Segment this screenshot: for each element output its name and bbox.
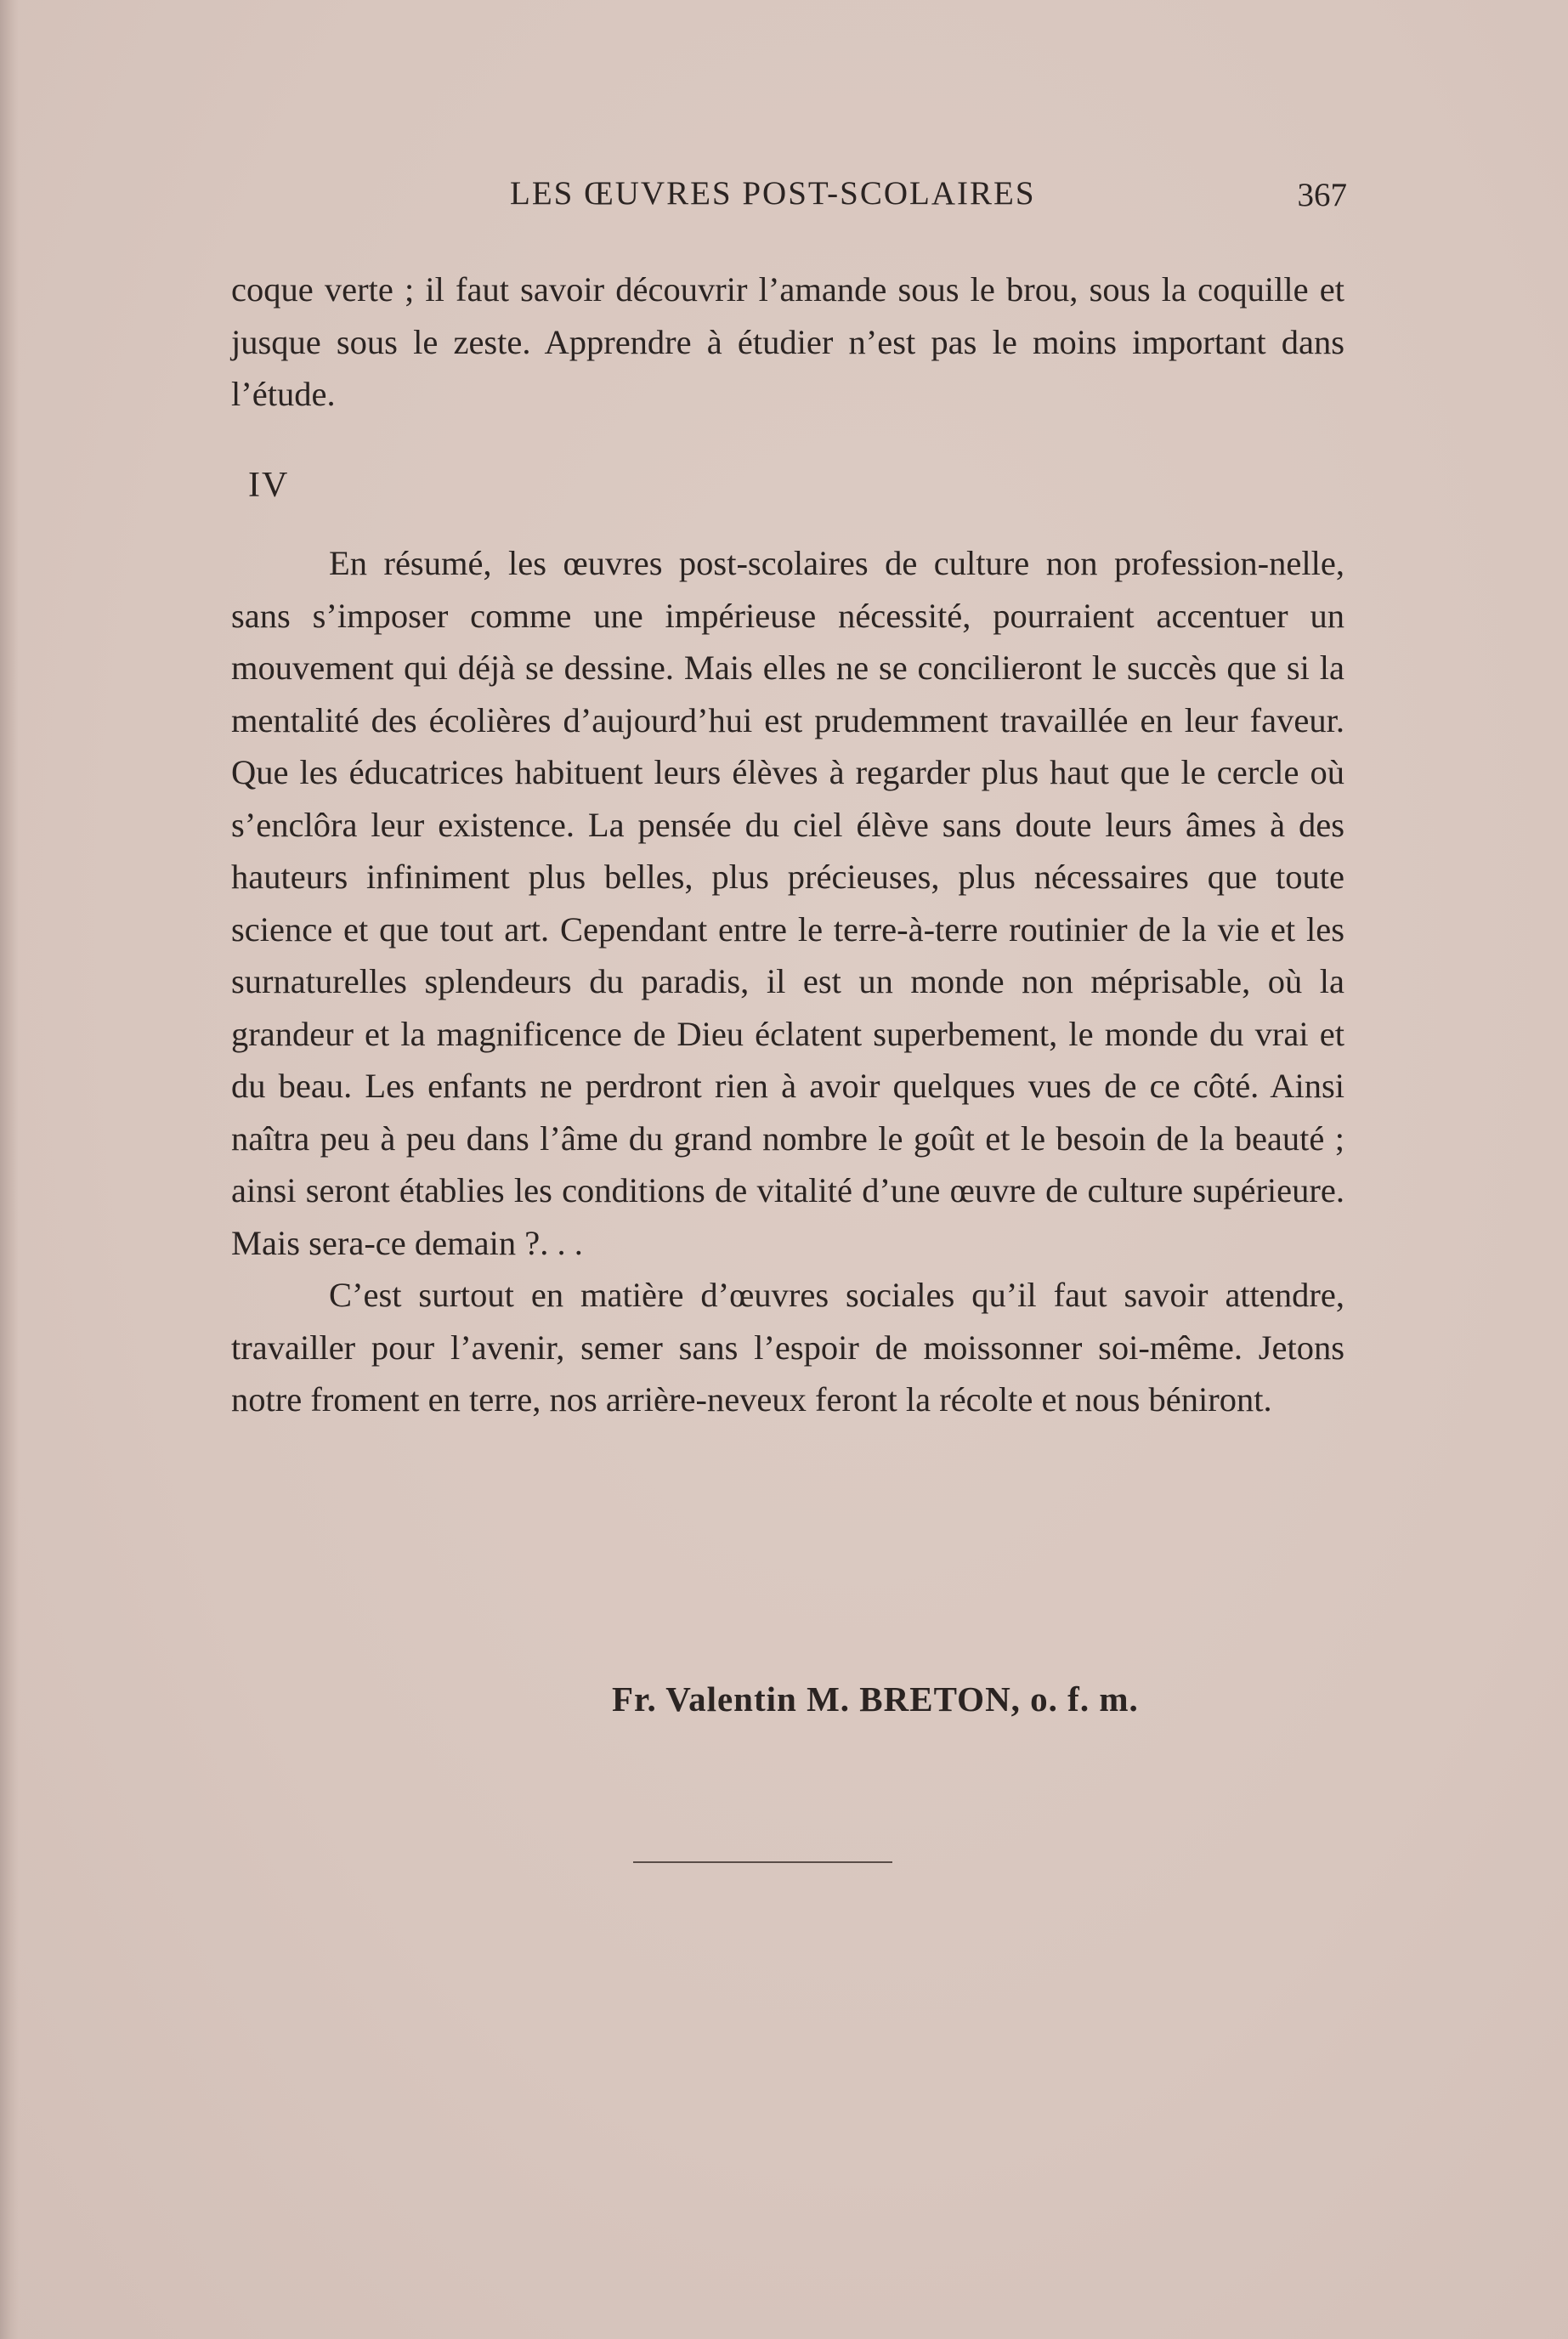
- section-number: IV: [248, 465, 290, 505]
- running-title: LES ŒUVRES POST-SCOLAIRES: [510, 175, 1036, 212]
- end-rule: [633, 1861, 892, 1863]
- author-signature: Fr. Valentin M. BRETON, o. f. m.: [612, 1679, 1139, 1719]
- page-binding-edge: [0, 0, 19, 2339]
- paragraph-conclusion: C’est surtout en matière d’œuvres sociales qu’il faut savoir attendre, travailler pour l’avenir, semer sans l’espoir de moissonner soi-même. Jetons notre froment en terre, nos arrière-neveux feront la récolte et nous béniront.: [231, 1276, 1344, 1419]
- page-header: [246, 174, 1347, 225]
- continuation-paragraph: coque verte ; il faut savoir découvrir l’amande sous le brou, sous la coquille et jusque sous le zeste. Apprendre à étudier n’est pas le moins important dans l’étude.: [231, 270, 1344, 413]
- page-number: 367: [1297, 177, 1347, 213]
- main-text: [231, 263, 1344, 1426]
- paragraph-summary: En résumé, les œuvres post-scolaires de culture non profession-nelle, sans s’imposer comme une impérieuse nécessité, pourraient accentuer un mouvement qui déjà se dessine. Mais elles ne se concilieront le succès que si la mentalité des écolières d’aujourd’hui est prudemment travaillée en leur faveur. Que les éducatrices habituent leurs élèves à regarder plus haut que le cercle où s’enclôra leur existence. La pensée du ciel élève sans doute leurs âmes à des hauteurs infiniment plus belles, plus précieuses, plus nécessaires que toute science et que tout art. Cependant entre le terre-à-terre routinier de la vie et les surnaturelles splendeurs du paradis, il est un monde non méprisable, où la grandeur et la magnificence de Dieu éclatent superbement, le monde du vrai et du beau. Les enfants ne perdront rien à avoir quelques vues de ce côté. Ainsi naîtra peu à peu dans l’âme du grand nombre le goût et le besoin de la beauté ; ainsi seront établies les conditions de vitalité d’une œuvre de culture supérieure. Mais sera-ce demain ?. . .: [231, 544, 1344, 1262]
